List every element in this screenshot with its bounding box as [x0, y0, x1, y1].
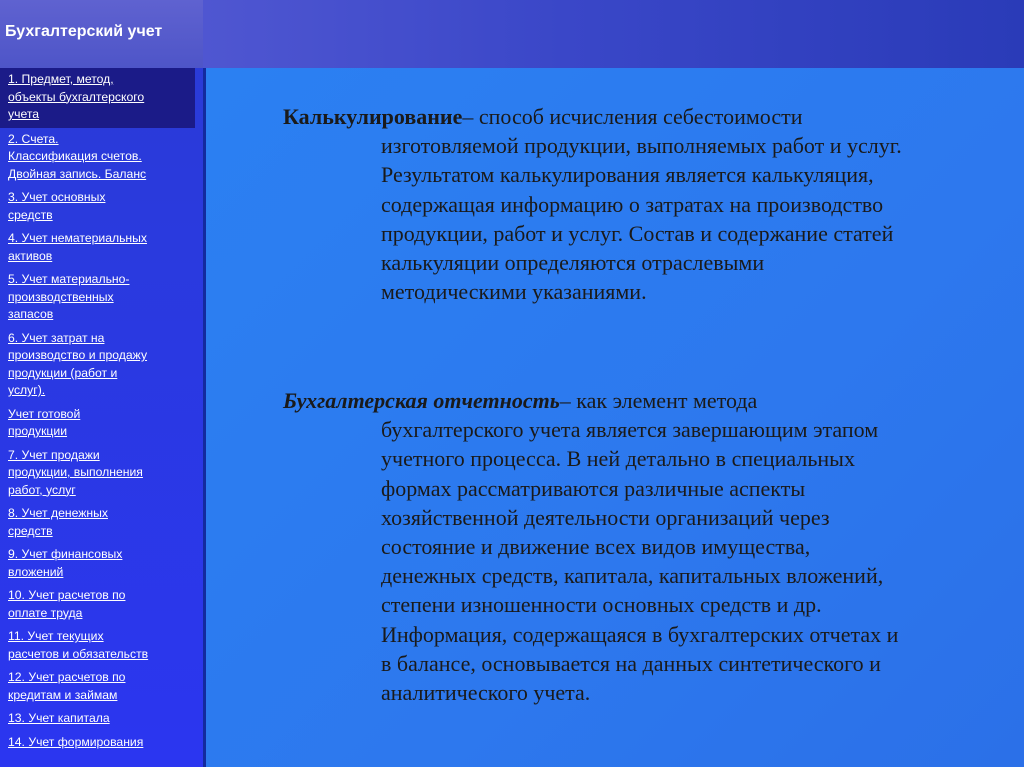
paragraph-line: бухгалтерского учета является завершающим этапом — [381, 417, 879, 443]
sidebar-item-label: 6. Учет затрат на — [8, 330, 105, 345]
sidebar-item-label: Классификация счетов. — [8, 149, 142, 163]
sidebar-item-label: 5. Учет материально- — [8, 272, 130, 286]
sidebar-item-label: расчетов и обязательств — [8, 646, 149, 661]
paragraph-line: содержащая информацию о затратах на производство — [381, 191, 884, 217]
sidebar-item-label: работ, услуг — [8, 482, 76, 497]
sidebar-item-label: 2. Счета. — [8, 131, 59, 146]
paragraph-body — [283, 131, 1003, 306]
definition-start: – способ исчисления себестоимости — [462, 104, 803, 129]
sidebar-item-label: запасов — [8, 307, 54, 321]
sidebar-item-label: 13. Учет капитала — [8, 711, 110, 725]
sidebar-item-label: продукции — [8, 424, 68, 438]
paragraph-calculation — [283, 102, 1003, 306]
paragraph-reporting — [283, 386, 1003, 707]
sidebar-item-label: средств — [8, 207, 53, 222]
sidebar-item-label: кредитам и займам — [8, 687, 118, 702]
sidebar-item-label: 9. Учет финансовых — [8, 547, 123, 561]
paragraph-line: Информация, содержащаяся в бухгалтерских отчетах и — [381, 621, 899, 647]
sidebar-item-label: 4. Учет нематериальных — [8, 231, 148, 245]
sidebar-item-10[interactable] — [0, 543, 203, 584]
paragraph-line: состояние и движение всех видов имущества, — [381, 534, 811, 560]
sidebar-item-label: производственных — [8, 289, 114, 304]
sidebar-item-7[interactable] — [0, 403, 203, 444]
paragraph-line: в балансе, основывается на данных синтетического и — [381, 650, 881, 676]
sidebar-item-13[interactable] — [0, 666, 203, 707]
sidebar-item-5[interactable] — [0, 268, 203, 327]
sidebar-item-label: средств — [8, 523, 53, 538]
paragraph-line: изготовляемой продукции, выполняемых работ и услуг. — [381, 133, 902, 159]
paragraph-line: методическими указаниями. — [381, 279, 647, 305]
paragraph-first-line — [283, 386, 1003, 415]
sidebar-item-label: 1. Предмет, метод, — [8, 72, 114, 86]
sidebar-item-label: Учет готовой — [8, 406, 81, 421]
sidebar-item-label: Двойная запись. Баланс — [8, 166, 147, 181]
paragraph-line: продукции, работ и услуг. Состав и содержание статей — [381, 220, 894, 246]
paragraph-line: аналитического учета. — [381, 680, 591, 706]
sidebar-item-label: 8. Учет денежных — [8, 506, 108, 520]
paragraph-line: степени изношенности основных средств и др. — [381, 592, 822, 618]
sidebar-item-label: 12. Учет расчетов по — [8, 670, 126, 684]
sidebar-item-label: услуг). — [8, 383, 46, 397]
sidebar-item-label: 14. Учет формирования — [8, 734, 144, 749]
paragraph-body — [283, 415, 1003, 707]
term-calculation: Калькулирование — [283, 104, 463, 129]
sidebar-item-label: 7. Учет продажи — [8, 447, 100, 462]
paragraph-line: калькуляции определяются отраслевыми — [381, 250, 765, 276]
sidebar-item-label: 10. Учет расчетов по — [8, 588, 126, 602]
sidebar-item-label: оплате труда — [8, 605, 83, 620]
sidebar-item-8[interactable] — [0, 444, 203, 503]
sidebar-item-label: производство и продажу — [8, 348, 148, 362]
sidebar-item-14[interactable] — [0, 707, 203, 731]
sidebar-item-15[interactable] — [0, 731, 203, 755]
sidebar-item-label: объекты бухгалтерского — [8, 89, 145, 104]
sidebar-item-label: активов — [8, 248, 53, 263]
sidebar-item-label: вложений — [8, 564, 64, 579]
paragraph-line: формах рассматриваются различные аспекты — [381, 475, 806, 501]
term-reporting: Бухгалтерская отчетность — [283, 388, 560, 413]
sidebar-item-label: 3. Учет основных — [8, 190, 106, 204]
paragraph-first-line — [283, 102, 1003, 131]
paragraph-line: денежных средств, капитала, капитальных вложений, — [381, 563, 884, 589]
definition-start: – как элемент метода — [559, 388, 758, 413]
sidebar-item-label: продукции, выполнения — [8, 465, 143, 479]
paragraph-line: Результатом калькулирования является калькуляция, — [381, 162, 874, 188]
sidebar-item-label: 11. Учет текущих — [8, 629, 104, 643]
sidebar-item-3[interactable] — [0, 186, 203, 227]
sidebar-item-label: учета — [8, 107, 40, 121]
sidebar-item-9[interactable] — [0, 502, 203, 543]
sidebar-nav — [0, 68, 203, 767]
sidebar-item-label: продукции (работ и — [8, 365, 118, 380]
sidebar-item-4[interactable] — [0, 227, 203, 268]
app-title: Бухгалтерский учет — [0, 0, 203, 68]
sidebar-item-12[interactable] — [0, 625, 203, 666]
sidebar-item-2[interactable] — [0, 128, 203, 187]
main-content — [206, 68, 1024, 767]
paragraph-line: учетного процесса. В ней детально в специальных — [381, 446, 855, 472]
sidebar-item-1[interactable] — [0, 68, 195, 128]
sidebar-item-11[interactable] — [0, 584, 203, 625]
sidebar-item-6[interactable] — [0, 327, 203, 403]
paragraph-line: хозяйственной деятельности организаций через — [381, 504, 830, 530]
